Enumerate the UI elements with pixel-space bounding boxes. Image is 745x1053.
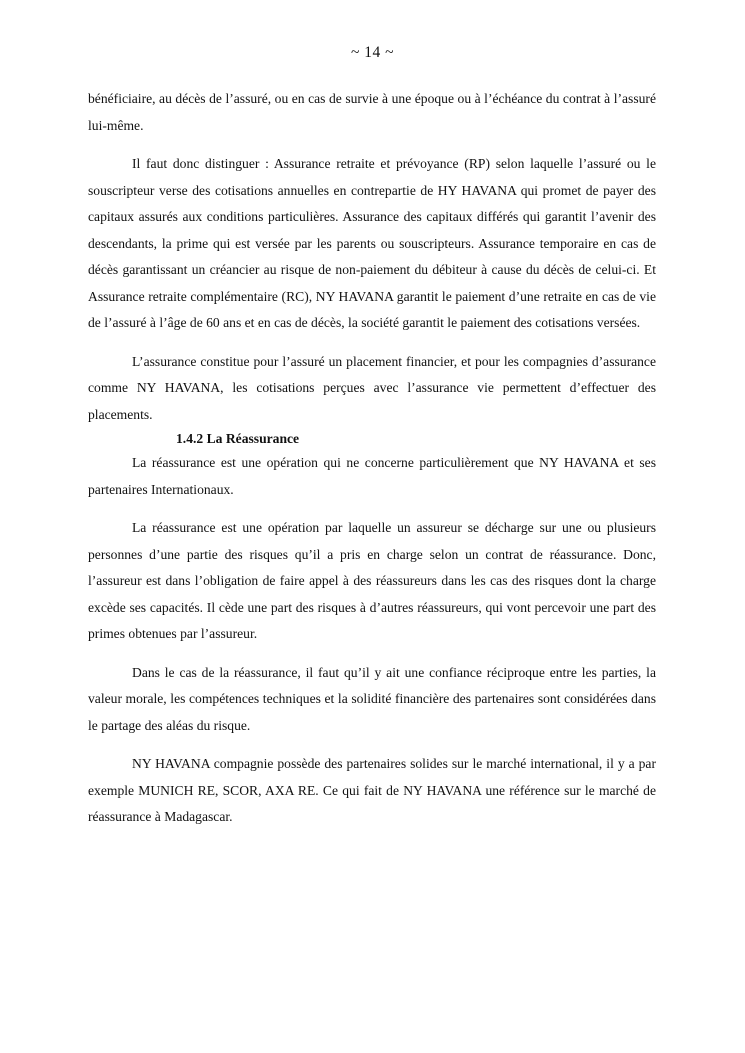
paragraph-continuation: bénéficiaire, au décès de l’assuré, ou en cas de survie à une époque ou à l’échéance du contrat à l’assuré lui-même. bbox=[88, 91, 656, 133]
section-heading-reassurance: 1.4.2 La Réassurance bbox=[176, 431, 300, 446]
paragraph-insurance-types: Il faut donc distinguer : Assurance retraite et prévoyance (RP) selon laquelle l’assuré ou le souscripteur verse des cotisations annuelles en contrepartie de HY HAVANA qui promet de payer des capitaux assurés aux conditions particulières. Assurance des capitaux différés qui garantit l’avenir des descendants, la prime qui est versée par les parents ou souscripteurs. Assurance temporaire en cas de décès garantissant un créancier au risque de non-paiement du débiteur à cause du décès de celui-ci. Et Assurance retraite complémentaire (RC), NY HAVANA garantit le paiement d’une retraite en cas de vie de l’assuré à l’âge de 60 ans et en cas de décès, la société garantit le paiement des cotisations versées. bbox=[88, 156, 656, 330]
paragraph-reassurance-definition: La réassurance est une opération par laquelle un assureur se décharge sur une ou plusieurs personnes d’une partie des risques qu’il a pris en charge selon un contrat de réassurance. Donc, l’assureur est dans l’obligation de faire appel à des réassureurs dans les cas des risques dont la charge excède ses capacités. Il cède une part des risques à d’autres réassureurs, qui vont percevoir une part des primes obtenues par l’assureur. bbox=[88, 520, 656, 641]
page-number: ~ 14 ~ bbox=[350, 44, 395, 61]
paragraph-reassurance-trust: Dans le cas de la réassurance, il faut qu’il y ait une confiance réciproque entre les parties, la valeur morale, les compétences techniques et la solidité financière des partenaires sont considérées dans le partage des aléas du risque. bbox=[88, 664, 656, 733]
paragraph-financial-placement: L’assurance constitue pour l’assuré un placement financier, et pour les compagnies d’assurance comme NY HAVANA, les cotisations perçues avec l’assurance vie permettent d’effectuer des placements. bbox=[88, 353, 656, 422]
document-body bbox=[88, 86, 656, 831]
paragraph-reassurance-intro: La réassurance est une opération qui ne concerne particulièrement que NY HAVANA et ses partenaires Internationaux. bbox=[88, 455, 656, 497]
paragraph-partners: NY HAVANA compagnie possède des partenaires solides sur le marché international, il y a par exemple MUNICH RE, SCOR, AXA RE. Ce qui fait de NY HAVANA une référence sur le marché de réassurance à Madagascar. bbox=[88, 756, 656, 824]
